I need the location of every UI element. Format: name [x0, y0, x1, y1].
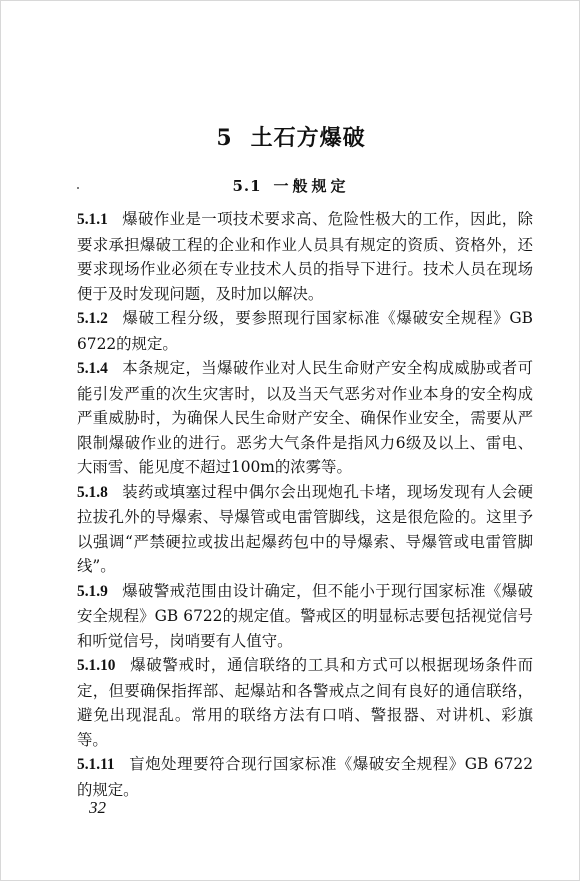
clause-5-1-4: [77, 356, 533, 480]
clause-text: 爆破工程分级，要参照现行国家标准《爆破安全规程》GB 6722的规定。: [77, 309, 533, 353]
page-number: 32: [89, 798, 106, 817]
chapter-title: [1, 123, 580, 153]
chapter-title-text: 土石方爆破: [250, 125, 366, 151]
clause-5-1-9: [77, 579, 533, 654]
clause-5-1-1: [77, 207, 533, 306]
clause-text: 爆破警戒范围由设计确定，但不能小于现行国家标准《爆破安全规程》GB 6722的规定值。警戒区的明显标志要包括视觉信号和听觉信号，岗哨要有人值守。: [77, 581, 533, 650]
clause-text: 爆破警戒时，通信联络的工具和方式可以根据现场条件而定，但要确保指挥部、起爆站和各警戒点之间有良好的通信联络，避免出现混乱。常用的联络方法有口哨、警报器、对讲机、彩旗等。: [77, 656, 533, 749]
clause-5-1-11: [77, 752, 533, 802]
clause-number: 5.1.8: [77, 483, 108, 501]
clause-5-1-10: [77, 653, 533, 752]
clause-number: 5.1.10: [77, 657, 116, 674]
clause-number: 5.1.2: [77, 310, 108, 327]
section-number: 5.1: [232, 177, 262, 195]
clause-5-1-2: [77, 306, 533, 356]
clause-number: 5.1.1: [77, 211, 108, 228]
section-title: [1, 175, 580, 197]
clause-text: 本条规定，当爆破作业对人民生命财产安全构成威胁或者可能引发严重的次生灾害时，以及当天气恶劣对作业本身的安全构成严重威胁时，为确保人民生命财产安全、确保作业安全，需要从严限制爆破作业的进行。恶劣大气条件是指风力6级及以上、雷电、大雨雪、能见度不超过100m的浓雾等。: [77, 359, 533, 476]
clause-number: 5.1.9: [77, 582, 108, 600]
chapter-number: 5: [216, 125, 233, 151]
section-title-text: 一般规定: [273, 177, 350, 195]
clause-5-1-8: [77, 480, 533, 579]
body-text: [77, 207, 533, 802]
clause-text: 爆破作业是一项技术要求高、危险性极大的工作，因此，除要求承担爆破工程的企业和作业人员具有规定的资质、资格外，还要求现场作业必须在专业技术人员的指导下进行。技术人员在现场便于及时发现问题，及时加以解决。: [77, 210, 533, 303]
clause-number: 5.1.4: [77, 360, 108, 377]
clause-text: 盲炮处理要符合现行国家标准《爆破安全规程》GB 6722的规定。: [77, 755, 533, 799]
clause-number: 5.1.11: [77, 756, 115, 773]
clause-text: 装药或填塞过程中偶尔会出现炮孔卡堵，现场发现有人会硬拉拔孔外的导爆索、导爆管或电雷管脚线，这是很危险的。这里予以强调“严禁硬拉或拔出起爆药包中的导爆索、导爆管或电雷管脚线”。: [77, 482, 533, 575]
